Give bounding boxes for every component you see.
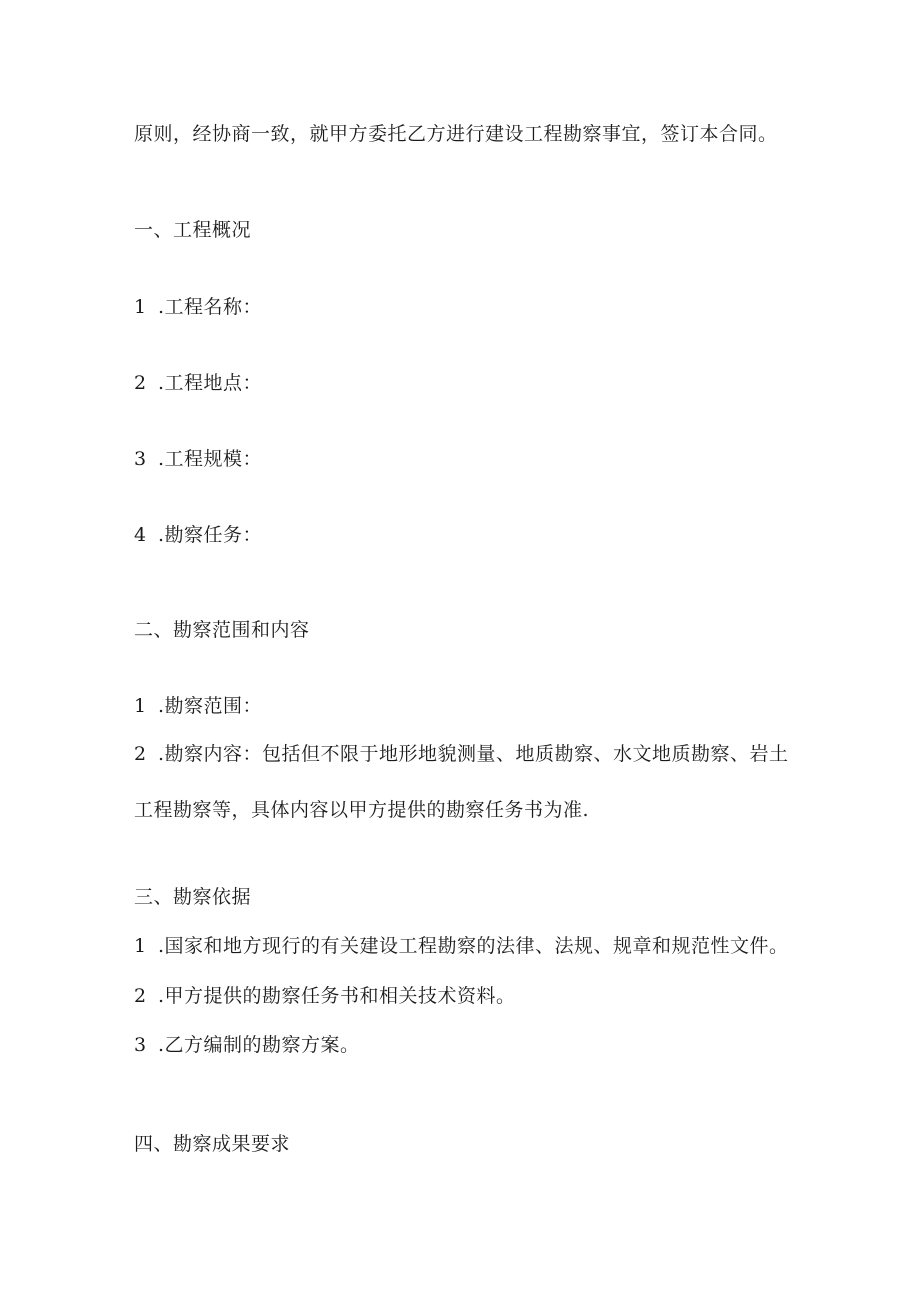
list-item-text: .勘察范围： — [158, 695, 263, 717]
list-item-number: 2 — [134, 372, 147, 394]
list-item-number: 1 — [134, 296, 147, 318]
list-item — [134, 294, 262, 320]
list-item — [134, 741, 789, 767]
paragraph-continuation: 工程勘察等，具体内容以甲方提供的勘察任务书为准. — [134, 799, 590, 821]
intro-paragraph: 原则，经协商一致，就甲方委托乙方进行建设工程勘察事宜，签订本合同。 — [134, 123, 778, 145]
list-item-number: 2 — [134, 985, 147, 1007]
list-item — [134, 1032, 360, 1058]
list-item-number: 1 — [134, 935, 147, 957]
list-item — [134, 522, 262, 548]
list-item — [134, 370, 262, 396]
section-heading-4: 四、勘察成果要求 — [134, 1133, 291, 1155]
list-item — [134, 693, 262, 719]
section-heading-3: 三、勘察依据 — [134, 886, 252, 908]
list-item-text: .工程规模： — [158, 448, 263, 470]
list-item-text: .勘察内容：包括但不限于地形地貌测量、地质勘察、水文地质勘察、岩土 — [158, 743, 789, 765]
list-item-number: 2 — [134, 743, 147, 765]
list-item — [134, 446, 262, 472]
list-item-text: .乙方编制的勘察方案。 — [158, 1034, 360, 1056]
list-item-text: .工程名称： — [158, 296, 263, 318]
list-item-text: .甲方提供的勘察任务书和相关技术资料。 — [158, 985, 516, 1007]
section-heading-2: 二、勘察范围和内容 — [134, 619, 310, 641]
list-item-number: 4 — [134, 524, 147, 546]
list-item — [134, 983, 516, 1009]
section-heading-1: 一、工程概况 — [134, 219, 252, 241]
list-item-number: 3 — [134, 448, 147, 470]
list-item-number: 3 — [134, 1034, 147, 1056]
list-item-text: .勘察任务： — [158, 524, 263, 546]
list-item-text: .国家和地方现行的有关建设工程勘察的法律、法规、规章和规范性文件。 — [158, 935, 789, 957]
list-item-text: .工程地点： — [158, 372, 263, 394]
list-item-number: 1 — [134, 695, 147, 717]
list-item — [134, 933, 789, 959]
